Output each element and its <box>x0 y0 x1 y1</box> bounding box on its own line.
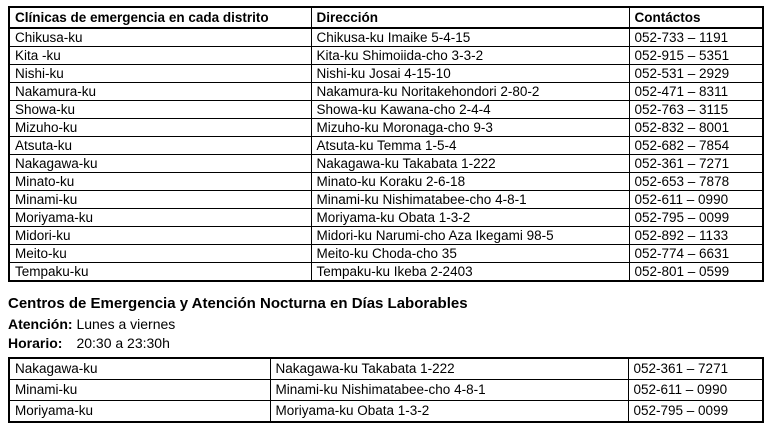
attention-line <box>8 315 767 334</box>
table-cell: 052-611 – 0990 <box>628 380 763 401</box>
table-header-row <box>9 7 763 28</box>
table-row <box>9 263 763 282</box>
table-row <box>9 380 763 401</box>
table-cell: Nakamura-ku <box>9 83 311 101</box>
table-cell: Minami-ku Nishimatabee-cho 4-8-1 <box>311 191 629 209</box>
table-row <box>9 358 763 380</box>
table-cell: 052-653 – 7878 <box>629 173 763 191</box>
night-section-title: Centros de Emergencia y Atención Nocturna en Días Laborables <box>8 295 468 312</box>
table-cell: Nishi-ku <box>9 65 311 83</box>
table-cell: Minato-ku <box>9 173 311 191</box>
table-row <box>9 173 763 191</box>
table-cell: 052-915 – 5351 <box>629 47 763 65</box>
table-cell: Minami-ku Nishimatabee-cho 4-8-1 <box>270 380 628 401</box>
table-cell: Moriyama-ku <box>9 209 311 227</box>
column-header-district: Clínicas de emergencia en cada distrito <box>9 7 311 28</box>
night-table-body <box>9 358 763 422</box>
emergency-clinics-table <box>8 6 764 282</box>
table-row <box>9 83 763 101</box>
table-cell: Chikusa-ku Imaike 5-4-15 <box>311 28 629 47</box>
night-service-section <box>8 294 767 353</box>
night-centers-table <box>8 357 764 423</box>
table-cell: Tempaku-ku <box>9 263 311 282</box>
table-row <box>9 401 763 423</box>
table-cell: 052-611 – 0990 <box>629 191 763 209</box>
table-cell: 052-682 – 7854 <box>629 137 763 155</box>
column-header-address: Dirección <box>311 7 629 28</box>
table-cell: Atsuta-ku Temma 1-5-4 <box>311 137 629 155</box>
table-cell: Minato-ku Koraku 2-6-18 <box>311 173 629 191</box>
table-cell: Meito-ku <box>9 245 311 263</box>
table-cell: Showa-ku Kawana-cho 2-4-4 <box>311 101 629 119</box>
table-cell: Midori-ku Narumi-cho Aza Ikegami 98-5 <box>311 227 629 245</box>
column-header-contacts: Contáctos <box>629 7 763 28</box>
table-cell: 052-832 – 8001 <box>629 119 763 137</box>
table-cell: 052-763 – 3115 <box>629 101 763 119</box>
table-row <box>9 47 763 65</box>
table-cell: Kita-ku Shimoiida-cho 3-3-2 <box>311 47 629 65</box>
table-cell: Tempaku-ku Ikeba 2-2403 <box>311 263 629 282</box>
table-cell: Moriyama-ku <box>9 401 270 423</box>
table-cell: Minami-ku <box>9 191 311 209</box>
schedule-line <box>8 334 767 353</box>
table-row <box>9 65 763 83</box>
table-cell: Nishi-ku Josai 4-15-10 <box>311 65 629 83</box>
table-cell: 052-801 – 0599 <box>629 263 763 282</box>
table-row <box>9 209 763 227</box>
table-cell: Midori-ku <box>9 227 311 245</box>
clinics-table-body <box>9 28 763 281</box>
table-cell: Nakagawa-ku <box>9 358 270 380</box>
table-row <box>9 227 763 245</box>
table-cell: 052-531 – 2929 <box>629 65 763 83</box>
table-cell: Atsuta-ku <box>9 137 311 155</box>
table-row <box>9 245 763 263</box>
attention-label: Atención: <box>8 316 73 332</box>
table-cell: Nakamura-ku Noritakehondori 2-80-2 <box>311 83 629 101</box>
table-cell: Nakagawa-ku Takabata 1-222 <box>311 155 629 173</box>
table-cell: Nakagawa-ku <box>9 155 311 173</box>
table-row <box>9 191 763 209</box>
table-cell: 052-733 – 1191 <box>629 28 763 47</box>
table-cell: Chikusa-ku <box>9 28 311 47</box>
table-row <box>9 101 763 119</box>
table-cell: Mizuho-ku Moronaga-cho 9-3 <box>311 119 629 137</box>
schedule-value: 20:30 a 23:30h <box>76 335 170 351</box>
table-cell: 052-471 – 8311 <box>629 83 763 101</box>
table-cell: Showa-ku <box>9 101 311 119</box>
schedule-label: Horario: <box>8 335 63 351</box>
table-cell: Meito-ku Choda-cho 35 <box>311 245 629 263</box>
table-cell: Moriyama-ku Obata 1-3-2 <box>270 401 628 423</box>
table-cell: Moriyama-ku Obata 1-3-2 <box>311 209 629 227</box>
table-cell: 052-361 – 7271 <box>628 358 763 380</box>
table-row <box>9 119 763 137</box>
table-row <box>9 28 763 47</box>
table-cell: Nakagawa-ku Takabata 1-222 <box>270 358 628 380</box>
table-row <box>9 155 763 173</box>
table-cell: 052-774 – 6631 <box>629 245 763 263</box>
table-cell: 052-361 – 7271 <box>629 155 763 173</box>
table-cell: 052-892 – 1133 <box>629 227 763 245</box>
table-cell: Kita -ku <box>9 47 311 65</box>
table-cell: Minami-ku <box>9 380 270 401</box>
table-cell: Mizuho-ku <box>9 119 311 137</box>
table-row <box>9 137 763 155</box>
table-cell: 052-795 – 0099 <box>628 401 763 423</box>
table-cell: 052-795 – 0099 <box>629 209 763 227</box>
attention-value: Lunes a viernes <box>76 316 176 332</box>
